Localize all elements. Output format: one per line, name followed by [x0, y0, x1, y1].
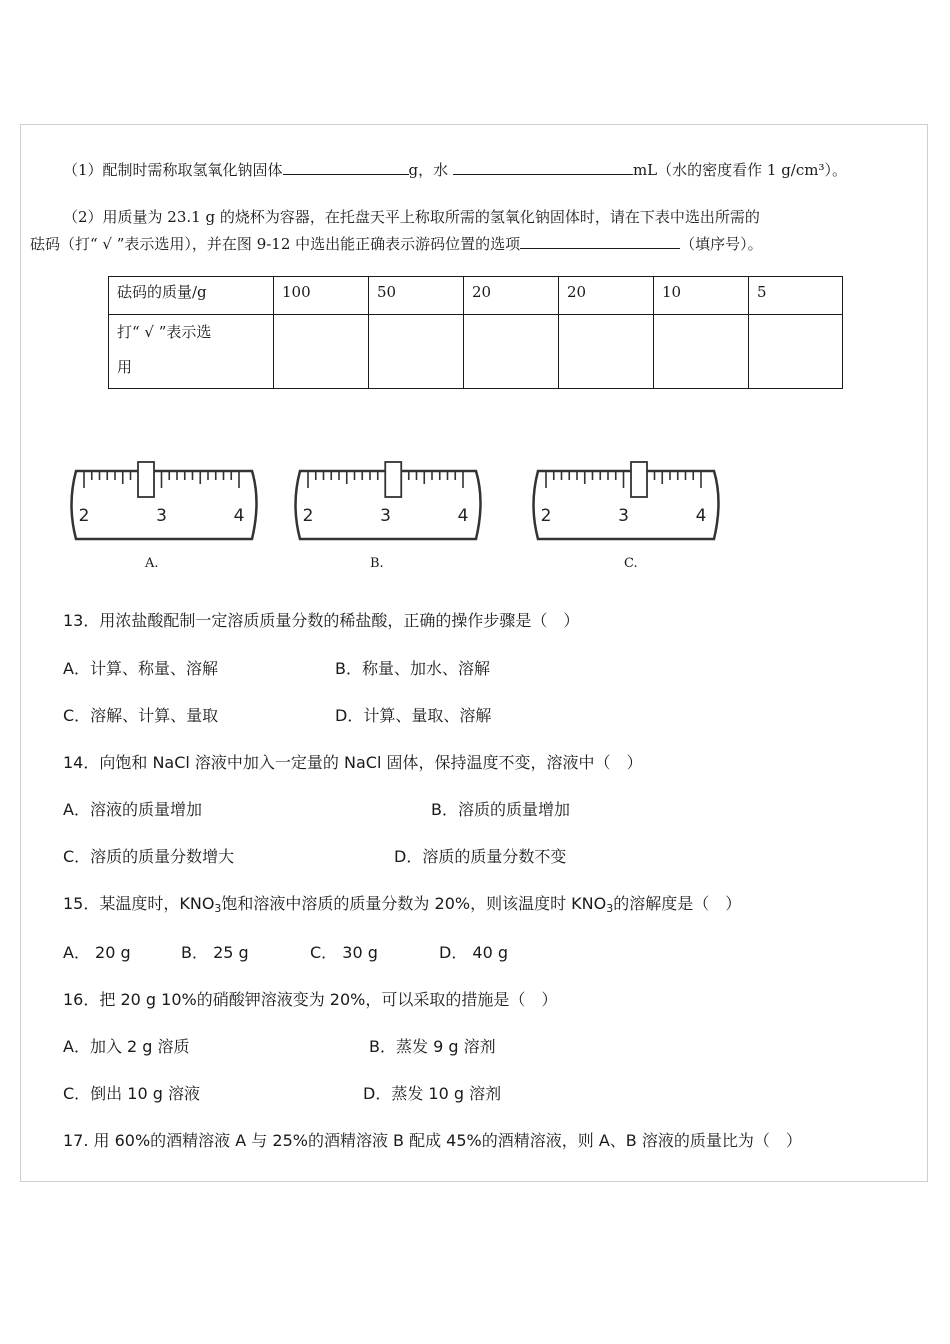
- q16-option-c[interactable]: C．倒出 10 g 溶液: [63, 1084, 200, 1103]
- ruler-tick-label: 3: [380, 506, 391, 526]
- part1-line: [63, 160, 847, 180]
- ruler-tick-label: 3: [618, 506, 629, 526]
- weights-table: [108, 276, 843, 389]
- select-label-line2: 用: [117, 358, 133, 376]
- mass-cell: 50: [369, 277, 464, 315]
- ruler-a-label: A.: [145, 556, 159, 571]
- mass-cell: 5: [749, 277, 843, 315]
- ruler-tick-label: 4: [233, 506, 245, 526]
- check-cell[interactable]: [464, 315, 559, 389]
- ruler-tick-label: 3: [156, 506, 167, 526]
- check-cell[interactable]: [369, 315, 464, 389]
- q14-stem: 14．向饱和 NaCl 溶液中加入一定量的 NaCl 固体，保持温度不变，溶液中（ ）: [63, 753, 643, 772]
- q15-sub2: 3: [606, 902, 614, 915]
- header-label-cell: 砝码的质量/g: [109, 277, 274, 315]
- ruler-tick-label: 2: [302, 506, 314, 526]
- q15-stem-c: 的溶解度是（ ）: [613, 894, 742, 913]
- q15-sub1: 3: [214, 902, 222, 915]
- part2-line1: （2）用质量为 23.1 g 的烧杯为容器，在托盘天平上称取所需的氢氧化钠固体时，请在下表中选出所需的: [63, 208, 760, 226]
- rider-option-blank[interactable]: [520, 234, 680, 249]
- q15-option-d[interactable]: D． 40 g: [439, 943, 509, 962]
- rider[interactable]: [631, 462, 647, 497]
- ruler-body: [534, 471, 719, 539]
- part2-line2: [30, 234, 763, 254]
- mass-cell: 10: [654, 277, 749, 315]
- select-label-cell: [109, 315, 274, 389]
- ruler-body: [72, 471, 257, 539]
- part2-line2-prefix: 砝码（打“ √ ”表示选用），并在图 9-12 中选出能正确表示游码位置的选项: [30, 235, 521, 253]
- q16-option-d[interactable]: D．蒸发 10 g 溶剂: [363, 1084, 502, 1103]
- naoh-mass-blank[interactable]: [283, 160, 409, 175]
- rider[interactable]: [138, 462, 154, 497]
- part1-mid: g，水: [408, 161, 449, 179]
- q15-stem-a: 15．某温度时，KNO: [63, 894, 215, 913]
- check-cell[interactable]: [749, 315, 843, 389]
- mass-cell: 20: [464, 277, 559, 315]
- select-label-line1: 打“ √ ”表示选: [117, 323, 212, 341]
- q16-option-b[interactable]: B．蒸发 9 g 溶剂: [369, 1037, 496, 1056]
- q14-option-c[interactable]: C．溶质的质量分数增大: [63, 847, 235, 866]
- ruler-tick-label: 4: [457, 506, 469, 526]
- mass-cell: 100: [274, 277, 369, 315]
- q16-stem: 16．把 20 g 10%的硝酸钾溶液变为 20%，可以采取的措施是（ ）: [63, 990, 558, 1009]
- ruler-tick-label: 4: [695, 506, 707, 526]
- q13-stem: 13．用浓盐酸配制一定溶质质量分数的稀盐酸，正确的操作步骤是（ ）: [63, 611, 580, 630]
- q13-option-a[interactable]: A．计算、称量、溶解: [63, 659, 218, 678]
- water-volume-blank[interactable]: [453, 160, 633, 175]
- q15-option-b[interactable]: B． 25 g: [181, 943, 249, 962]
- q14-option-a[interactable]: A．溶液的质量增加: [63, 800, 202, 819]
- q15-stem-b: 饱和溶液中溶质的质量分数为 20%，则该温度时 KNO: [221, 894, 607, 913]
- ruler-c-label: C.: [624, 556, 638, 571]
- table-row: [109, 315, 843, 389]
- ruler-c: [524, 455, 724, 547]
- q16-option-a[interactable]: A．加入 2 g 溶质: [63, 1037, 190, 1056]
- ruler-tick-label: 2: [540, 506, 552, 526]
- q15-option-a[interactable]: A． 20 g: [63, 943, 131, 962]
- part1-suffix: mL（水的密度看作 1 g/cm³）。: [632, 161, 847, 179]
- q15-stem: [63, 891, 741, 915]
- check-cell[interactable]: [654, 315, 749, 389]
- check-cell[interactable]: [559, 315, 654, 389]
- q14-option-d[interactable]: D．溶质的质量分数不变: [394, 847, 567, 866]
- q14-option-b[interactable]: B．溶质的质量增加: [431, 800, 570, 819]
- q15-option-c[interactable]: C． 30 g: [310, 943, 378, 962]
- q13-option-c[interactable]: C．溶解、计算、量取: [63, 706, 219, 725]
- part2-line2-suffix: （填序号）。: [680, 235, 763, 253]
- part1-prefix: （1）配制时需称取氢氧化钠固体: [63, 161, 283, 179]
- rider[interactable]: [385, 462, 401, 497]
- table-row: [109, 277, 843, 315]
- mass-cell: 20: [559, 277, 654, 315]
- q13-option-d[interactable]: D．计算、量取、溶解: [335, 706, 492, 725]
- q17-stem: 17. 用 60%的酒精溶液 A 与 25%的酒精溶液 B 配成 45%的酒精溶液，则 A、B 溶液的质量比为（ ）: [63, 1131, 802, 1150]
- ruler-b-label: B.: [370, 556, 384, 571]
- ruler-b: [286, 455, 486, 547]
- ruler-tick-label: 2: [78, 506, 90, 526]
- q13-option-b[interactable]: B．称量、加水、溶解: [335, 659, 490, 678]
- ruler-a: [62, 455, 262, 547]
- check-cell[interactable]: [274, 315, 369, 389]
